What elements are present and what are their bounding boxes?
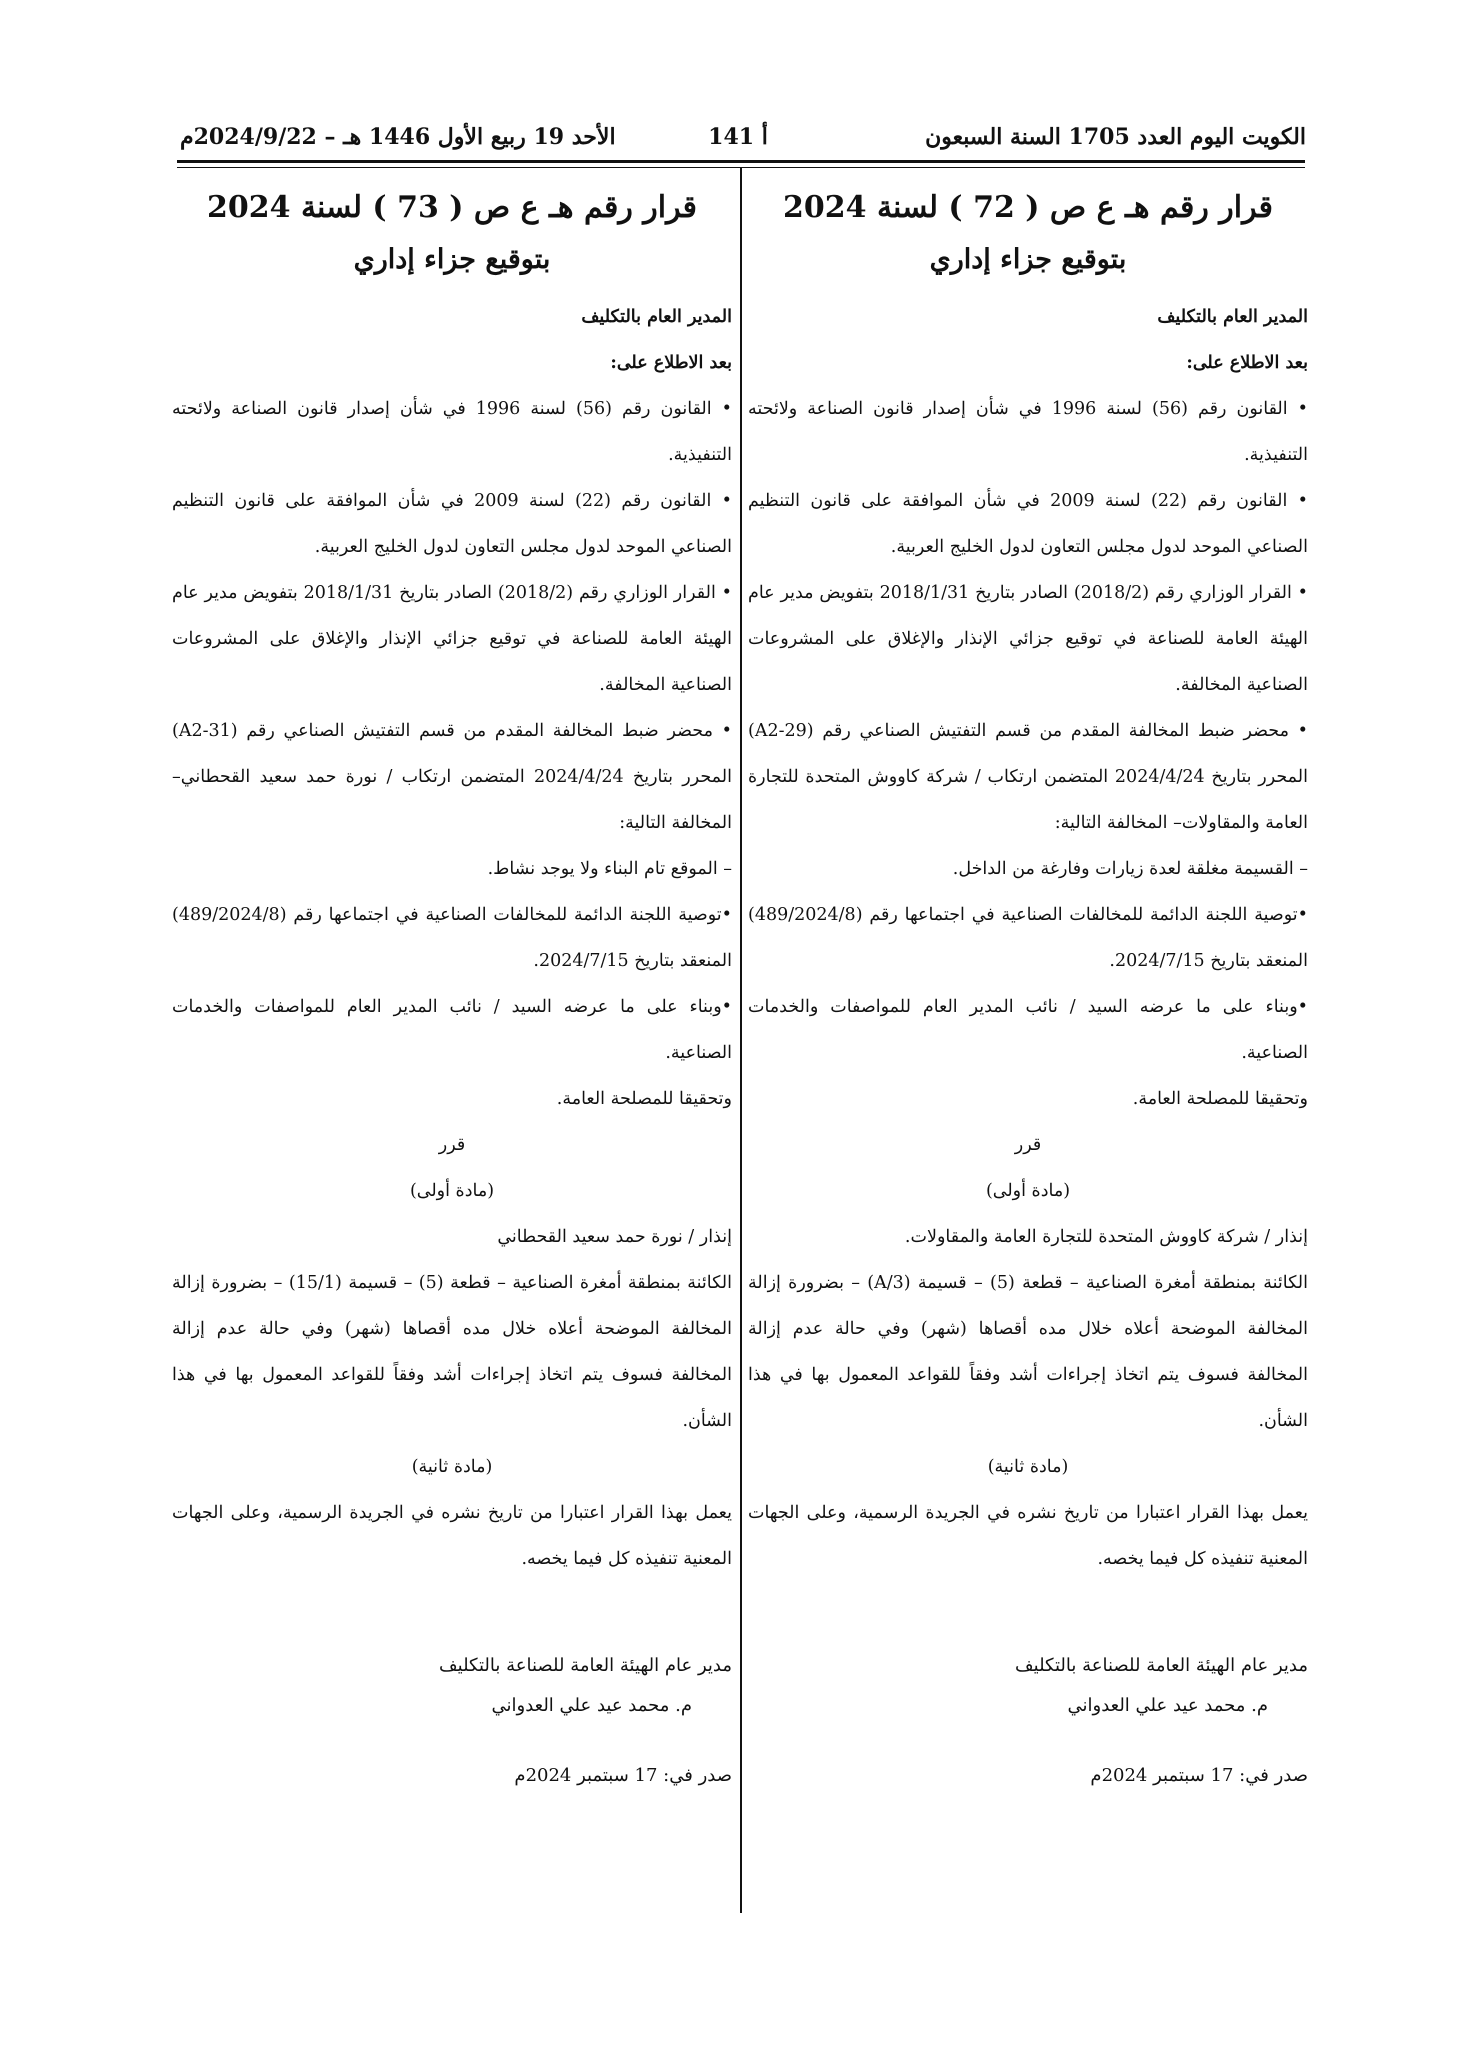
decision-subtitle: بتوقيع جزاء إداري bbox=[929, 244, 1127, 275]
signer-name: م. محمد عيد علي العدواني bbox=[1067, 1695, 1268, 1716]
decision-title: قرار رقم هـ ع ص ( 73 ) لسنة 2024 bbox=[207, 190, 697, 225]
article-2-text: يعمل بهذا القرار اعتبارا من تاريخ نشره في الجريدة الرسمية، وعلى الجهات المعنية تنفيذه كل فيما يخصه. bbox=[172, 1503, 732, 1569]
after-review: بعد الاطلاع على: bbox=[610, 353, 732, 373]
preamble-item: •وبناء على ما عرضه السيد / نائب المدير العام للمواصفات والخدمات الصناعية. bbox=[172, 997, 732, 1063]
article-1-heading: (مادة أولى) bbox=[409, 1181, 495, 1201]
header-issue-info: الكويت اليوم العدد 1705 السنة السبعون bbox=[925, 124, 1306, 150]
article-1-text: الكائنة بمنطقة أمغرة الصناعية – قطعة (5) – قسيمة (3/A) – بضرورة إزالة المخالفة الموضحة أعلاه خلال مده أقصاها (شهر) وفي حالة عدم إزالة المخالفة فسوف يتم اتخاذ إجراءات أشد وفقاً للقواعد المعمول بها في هذا الشأن. bbox=[748, 1273, 1308, 1431]
article-1-heading: (مادة أولى) bbox=[985, 1181, 1071, 1201]
signer-title: مدير عام الهيئة العامة للصناعة بالتكليف bbox=[1015, 1655, 1308, 1676]
violation-text: – القسيمة مغلقة لعدة زيارات وفارغة من الداخل. bbox=[952, 859, 1308, 879]
preamble-item: • القرار الوزاري رقم (2018/2) الصادر بتاريخ 2018/1/31 بتفويض مدير عام الهيئة العامة للصناعة في توقيع جزائي الإنذار والإغلاق على المشروعات الصناعية المخالفة. bbox=[172, 583, 732, 695]
article-2-text: يعمل بهذا القرار اعتبارا من تاريخ نشره في الجريدة الرسمية، وعلى الجهات المعنية تنفيذه كل فيما يخصه. bbox=[748, 1503, 1308, 1569]
article-2-heading: (مادة ثانية) bbox=[411, 1457, 493, 1477]
preamble-item: • القانون رقم (22) لسنة 2009 في شأن الموافقة على قانون التنظيم الصناعي الموحد لدول مجلس التعاون لدول الخليج العربية. bbox=[748, 491, 1308, 557]
decided-heading: قرر bbox=[438, 1135, 466, 1155]
preamble-item: •توصية اللجنة الدائمة للمخالفات الصناعية في اجتماعها رقم (489/2024/8) المنعقد بتاريخ 2024/7/15. bbox=[748, 905, 1308, 971]
issued-date: صدر في: 17 سبتمبر 2024م bbox=[1090, 1765, 1308, 1786]
column-divider bbox=[740, 168, 742, 1913]
preamble-item: •وبناء على ما عرضه السيد / نائب المدير العام للمواصفات والخدمات الصناعية. bbox=[748, 997, 1308, 1063]
preamble-item: • القانون رقم (56) لسنة 1996 في شأن إصدار قانون الصناعة ولائحته التنفيذية. bbox=[172, 399, 732, 465]
preamble-item: • القرار الوزاري رقم (2018/2) الصادر بتاريخ 2018/1/31 بتفويض مدير عام الهيئة العامة للصناعة في توقيع جزائي الإنذار والإغلاق على المشروعات الصناعية المخالفة. bbox=[748, 583, 1308, 695]
issuer: المدير العام بالتكليف bbox=[1157, 307, 1308, 327]
article-1-recipient: إنذار / نورة حمد سعيد القحطاني bbox=[497, 1227, 732, 1247]
issuer: المدير العام بالتكليف bbox=[581, 307, 732, 327]
article-1-recipient: إنذار / شركة كاووش المتحدة للتجارة العامة والمقاولات. bbox=[904, 1227, 1308, 1247]
preamble-item: • محضر ضبط المخالفة المقدم من قسم التفتيش الصناعي رقم (A2-31) المحرر بتاريخ 2024/4/24 المتضمن ارتكاب / نورة حمد سعيد القحطاني– المخالفة التالية: bbox=[172, 721, 732, 833]
preamble-item: • القانون رقم (22) لسنة 2009 في شأن الموافقة على قانون التنظيم الصناعي الموحد لدول مجلس التعاون لدول الخليج العربية. bbox=[172, 491, 732, 557]
decided-heading: قرر bbox=[1014, 1135, 1042, 1155]
public-interest: وتحقيقا للمصلحة العامة. bbox=[1132, 1089, 1308, 1109]
header-page-number: أ 141 bbox=[708, 124, 768, 150]
public-interest: وتحقيقا للمصلحة العامة. bbox=[556, 1089, 732, 1109]
signer-name: م. محمد عيد علي العدواني bbox=[491, 1695, 692, 1716]
article-1-text: الكائنة بمنطقة أمغرة الصناعية – قطعة (5) – قسيمة (15/1) – بضرورة إزالة المخالفة الموضحة أعلاه خلال مده أقصاها (شهر) وفي حالة عدم إزالة المخالفة فسوف يتم اتخاذ إجراءات أشد وفقاً للقواعد المعمول بها في هذا الشأن. bbox=[172, 1273, 732, 1431]
preamble-item: •توصية اللجنة الدائمة للمخالفات الصناعية في اجتماعها رقم (489/2024/8) المنعقد بتاريخ 2024/7/15. bbox=[172, 905, 732, 971]
decision-72-column bbox=[748, 180, 1308, 1796]
issued-date: صدر في: 17 سبتمبر 2024م bbox=[514, 1765, 732, 1786]
violation-text: – الموقع تام البناء ولا يوجد نشاط. bbox=[487, 859, 732, 879]
header-rule-thick bbox=[177, 160, 1305, 163]
after-review: بعد الاطلاع على: bbox=[1186, 353, 1308, 373]
header-date: الأحد 19 ربيع الأول 1446 هـ – 2024/9/22م bbox=[180, 124, 616, 150]
article-2-heading: (مادة ثانية) bbox=[987, 1457, 1069, 1477]
decision-subtitle: بتوقيع جزاء إداري bbox=[353, 244, 551, 275]
decision-73-column bbox=[172, 180, 732, 1796]
signer-title: مدير عام الهيئة العامة للصناعة بالتكليف bbox=[439, 1655, 732, 1676]
decision-title: قرار رقم هـ ع ص ( 72 ) لسنة 2024 bbox=[783, 190, 1273, 225]
preamble-item: • القانون رقم (56) لسنة 1996 في شأن إصدار قانون الصناعة ولائحته التنفيذية. bbox=[748, 399, 1308, 465]
preamble-item: • محضر ضبط المخالفة المقدم من قسم التفتيش الصناعي رقم (A2-29) المحرر بتاريخ 2024/4/24 المتضمن ارتكاب / شركة كاووش المتحدة للتجارة العامة والمقاولات– المخالفة التالية: bbox=[748, 721, 1308, 833]
